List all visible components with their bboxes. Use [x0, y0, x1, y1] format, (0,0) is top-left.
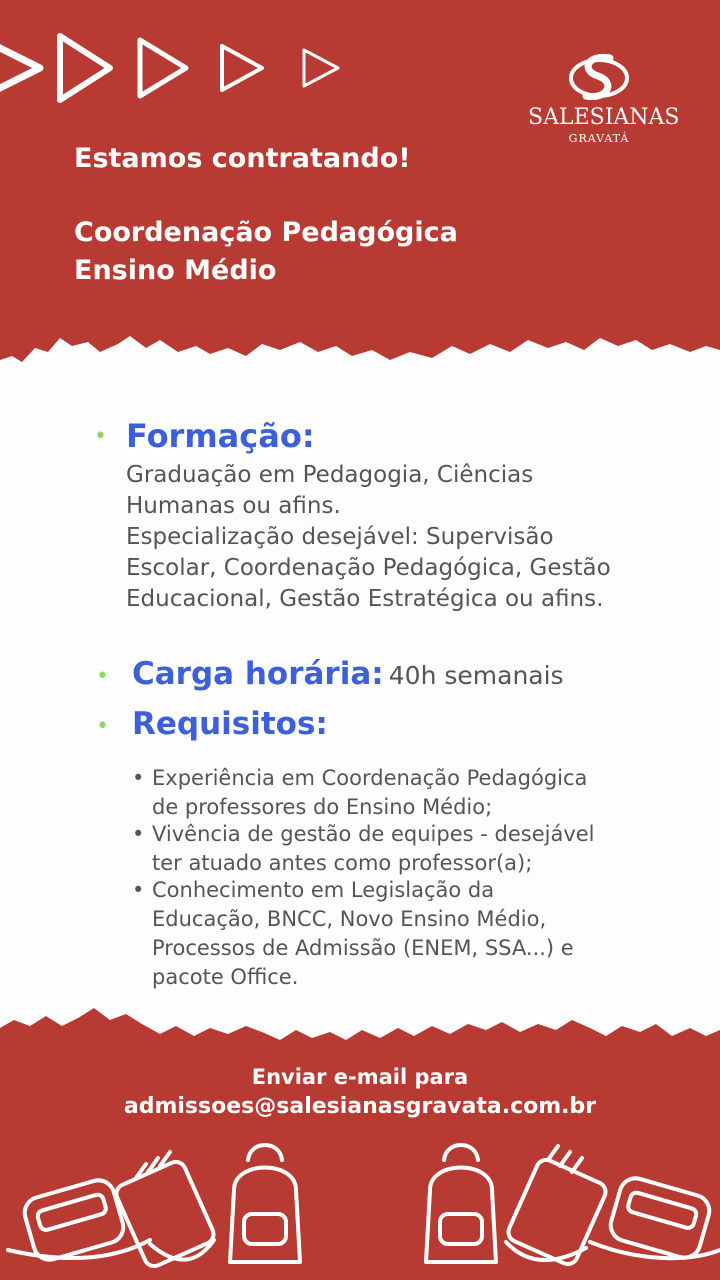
footer-instruction: Enviar e-mail para [251, 1065, 469, 1089]
play-arrow-icon [60, 36, 110, 100]
pencil-case-icon [590, 1175, 720, 1262]
requisitos-heading: Requisitos: [132, 706, 328, 742]
play-arrow-icon [222, 46, 262, 90]
formacao-line: Especialização desejável: Supervisão [126, 524, 554, 550]
requirement-line: Educação, BNCC, Novo Ensino Médio, [152, 907, 547, 931]
logo-subtitle: GRAVATÁ [568, 132, 630, 145]
salesianas-logo [528, 48, 680, 148]
notebook-icon [505, 1146, 608, 1267]
carga-row [132, 654, 692, 696]
bullet-dot: • [94, 424, 107, 449]
carga-heading: Carga horária: [132, 656, 384, 692]
hiring-title: Estamos contratando! [74, 143, 411, 174]
role-title-line1: Coordenação Pedagógica [74, 217, 458, 248]
bullet-dot: • [96, 664, 109, 689]
backpack-icon [426, 1145, 496, 1262]
bullet-dot: • [132, 822, 145, 846]
contact-email[interactable]: admissoes@salesianasgravata.com.br [123, 1094, 597, 1119]
role-title-line2: Ensino Médio [74, 255, 277, 286]
play-arrow-icon [304, 50, 338, 86]
requirement-line: de professores do Ensino Médio; [152, 795, 493, 819]
formacao-text [126, 460, 686, 615]
formacao-line: Educacional, Gestão Estratégica ou afins. [126, 586, 604, 612]
requirement-line: ter atuado antes como professor(a); [152, 851, 533, 875]
requirement-line: Experiência em Coordenação Pedagógica [152, 766, 588, 790]
formacao-line: Escolar, Coordenação Pedagógica, Gestão [126, 555, 611, 581]
requirement-line: Processos de Admissão (ENEM, SSA...) e [152, 936, 574, 960]
bullet-dot: • [132, 766, 145, 790]
requirement-item [132, 764, 632, 824]
formacao-line: Graduação em Pedagogia, Ciências [126, 462, 534, 488]
formacao-heading: Formação: [126, 417, 315, 455]
requirement-line: Vivência de gestão de equipes - desejável [152, 822, 595, 846]
play-arrow-icon [0, 45, 40, 91]
formacao-line: Humanas ou afins. [126, 493, 341, 519]
notebook-icon [113, 1152, 216, 1269]
requirement-line: pacote Office. [152, 965, 299, 989]
backpack-icon [230, 1145, 300, 1262]
play-arrow-icon [140, 40, 186, 96]
requirement-item [132, 876, 632, 996]
requirement-item [132, 820, 632, 880]
bullet-dot: • [96, 714, 109, 739]
requirement-line: Conhecimento em Legislação da [152, 878, 495, 902]
carga-value: 40h semanais [388, 661, 564, 690]
logo-name: SALESIANAS [528, 105, 680, 130]
bullet-dot: • [132, 878, 145, 902]
logo-swirl-icon [528, 48, 670, 106]
